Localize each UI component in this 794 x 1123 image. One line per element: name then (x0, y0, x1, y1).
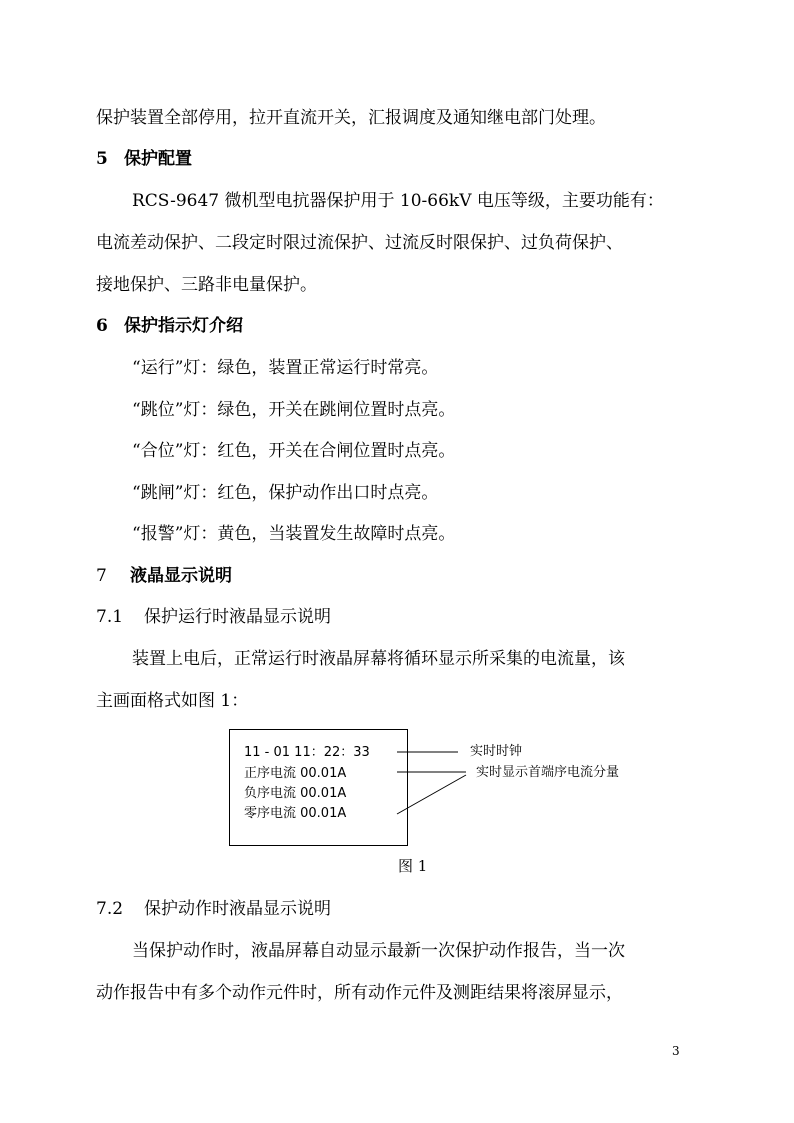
lcd-line-positive-seq: 正序电流 00.01A (244, 766, 347, 781)
section-number: 7.1 (96, 607, 124, 627)
paragraph-line: 当保护动作时，液晶屏幕自动显示最新一次保护动作报告，当一次 (132, 941, 625, 961)
section-title: 保护动作时液晶显示说明 (144, 899, 331, 919)
page-number: 3 (672, 1044, 680, 1058)
callout-realtime-current: 实时显示首端序电流分量 (476, 765, 620, 780)
lcd-line-negative-seq: 负序电流 00.01A (244, 786, 347, 801)
section-heading-6 (96, 315, 243, 337)
indicator-line: “跳位”灯：绿色，开关在跳闸位置时点亮。 (132, 400, 456, 420)
callout-realtime-clock: 实时时钟 (470, 744, 523, 759)
section-number: 6 (96, 316, 108, 336)
section-title: 保护配置 (124, 149, 192, 169)
section-heading-7-1 (96, 606, 331, 628)
indicator-line: “报警”灯：黄色，当装置发生故障时点亮。 (132, 524, 456, 544)
indicator-line: “合位”灯：红色，开关在合闸位置时点亮。 (132, 441, 456, 461)
paragraph-line: 保护装置全部停用，拉开直流开关，汇报调度及通知继电部门处理。 (96, 108, 606, 128)
section-heading-5 (96, 148, 192, 170)
section-heading-7-2 (96, 898, 331, 920)
lcd-line-zero-seq: 零序电流 00.01A (244, 806, 347, 821)
indicator-line: “跳闸”灯：红色，保护动作出口时点亮。 (132, 483, 439, 503)
lcd-clock-line: 11 - 01 11：22：33 (244, 745, 370, 760)
section-heading-7 (96, 565, 232, 587)
paragraph-line: RCS-9647 微机型电抗器保护用于 10-66kV 电压等级，主要功能有： (132, 191, 664, 211)
section-title: 保护指示灯介绍 (124, 316, 243, 336)
section-title: 保护运行时液晶显示说明 (144, 607, 331, 627)
section-number: 5 (96, 149, 108, 169)
indicator-line: “运行”灯：绿色，装置正常运行时常亮。 (132, 358, 439, 378)
lcd-display-box (229, 729, 408, 846)
figure-caption: 图 1 (398, 857, 428, 875)
paragraph-line: 主画面格式如图 1： (96, 691, 249, 711)
section-number: 7.2 (96, 899, 124, 919)
section-title: 液晶显示说明 (130, 566, 232, 586)
paragraph-line: 动作报告中有多个动作元件时，所有动作元件及测距结果将滚屏显示， (96, 983, 623, 1003)
paragraph-line: 电流差动保护、二段定时限过流保护、过流反时限保护、过负荷保护、 (96, 233, 623, 253)
section-number: 7 (96, 566, 107, 586)
paragraph-line: 装置上电后，正常运行时液晶屏幕将循环显示所采集的电流量，该 (132, 649, 625, 669)
paragraph-line: 接地保护、三路非电量保护。 (96, 275, 317, 295)
